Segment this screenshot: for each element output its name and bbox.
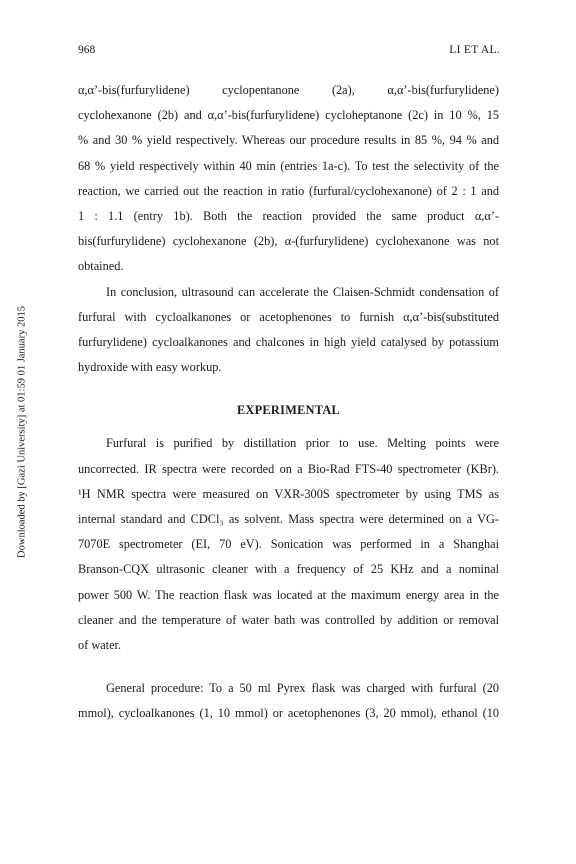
text-line: furfural with cycloalkanones or acetophenones to furnish α,α’-bis(substituted <box>78 309 499 324</box>
text-line: cyclohexanone (2b) and α,α’-bis(furfurylidene) cycloheptanone (2c) in 10 %, 15 <box>78 108 499 123</box>
text-line: uncorrected. IR spectra were recorded on a Bio-Rad FTS-40 spectrometer (KBr). <box>78 461 499 476</box>
text-line: obtained. <box>78 259 124 274</box>
running-head: LI ET AL. <box>449 44 500 56</box>
page-number: 968 <box>78 44 96 56</box>
text-line: 7070E spectrometer (EI, 70 eV). Sonication was performed in a Shanghai <box>78 537 499 552</box>
text-line: Furfural is purified by distillation prior to use. Melting points were <box>106 436 499 451</box>
text-line: internal standard and CDCl₃ as solvent. Mass spectra were determined on a VG- <box>78 512 499 526</box>
text-line: % and 30 % yield respectively. Whereas our procedure results in 85 %, 94 % and <box>78 133 499 148</box>
download-watermark-text: Downloaded by [Gazi University] at 01:59 01 January 2015 <box>16 306 28 558</box>
text-line: bis(furfurylidene) cyclohexanone (2b), α-(furfurylidene) cyclohexanone was not <box>78 234 499 249</box>
text-line: α,α’-bis(furfurylidene) cyclopentanone (2a), α,α’-bis(furfurylidene) <box>78 83 499 97</box>
text-line: cleaner and the temperature of water bath was controlled by addition or removal <box>78 612 499 627</box>
text-line: hydroxide with easy workup. <box>78 360 222 375</box>
text-line: furfurylidene) cycloalkanones and chalcones in high yield catalysed by potassium <box>78 334 499 349</box>
text-line: mmol), cycloalkanones (1, 10 mmol) or acetophenones (3, 20 mmol), ethanol (10 <box>78 706 499 721</box>
article-body <box>78 78 499 727</box>
text-line: Branson-CQX ultrasonic cleaner with a frequency of 25 KHz and a nominal <box>78 562 499 577</box>
section-heading: EXPERIMENTAL <box>236 403 341 418</box>
text-line: reaction, we carried out the reaction in ratio (furfural/cyclohexanone) of 2 : 1 and <box>78 183 499 198</box>
text-line: General procedure: To a 50 ml Pyrex flask was charged with furfural (20 <box>106 681 499 696</box>
text-line: In conclusion, ultrasound can accelerate the Claisen-Schmidt condensation of <box>106 284 499 299</box>
text-line: 68 % yield respectively within 40 min (entries 1a-c). To test the selectivity of the <box>78 158 499 173</box>
text-line: 1 : 1.1 (entry 1b). Both the reaction provided the same product α,α’- <box>78 208 499 223</box>
text-line: of water. <box>78 637 122 652</box>
text-line: ¹H NMR spectra were measured on VXR-300S spectrometer by using TMS as <box>78 486 499 501</box>
text-line: power 500 W. The reaction flask was located at the maximum energy area in the <box>78 587 499 602</box>
